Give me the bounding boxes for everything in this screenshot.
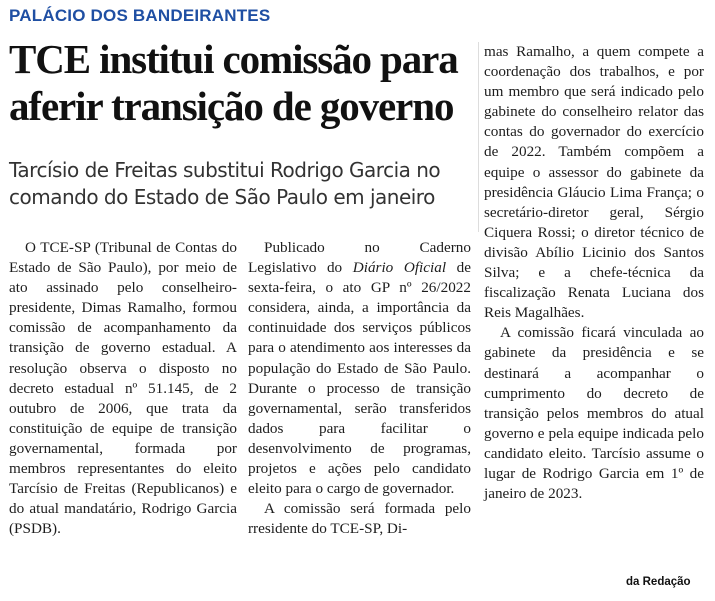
- text-run: de sexta-feira, o ato GP nº 26/2022 considera, ainda, a importância da continuidade dos serviços públicos para o atendimento aos interesses da população do Estado de São Paulo. Durante o processo de transição governamental, serão transferidos dados para facilitar o desenvolvimento de programas, projetos e ações pelo candidato eleito para o cargo de governador.: [248, 259, 471, 498]
- paragraph: A comissão será formada pelo rresidente do TCE-SP, Di-: [248, 500, 471, 538]
- headline: TCE institui comissão para aferir transição de governo: [9, 36, 458, 129]
- paragraph: [248, 238, 471, 499]
- paragraph: mas Ramalho, a quem compete a coordenação dos trabalhos, e por um membro que será indicado pelo gabinete do conselheiro relator das contas do governador do exercício de 2022. Também compõem a equipe o assessor do gabinete da presidência Gláucio Lima França; o secretário-diretor geral, Sérgio Ciquera Rossi; o diretor técnico de divisão Abílio Licinio dos Santos Silva; e a chefe-técnica da fiscalização Renata Luciana dos Reis Magalhães.: [484, 43, 704, 322]
- article-column-1: [9, 238, 237, 539]
- text-run: Publicado no Caderno Legislativo do: [248, 239, 471, 277]
- section-kicker: PALÁCIO DOS BANDEIRANTES: [9, 6, 271, 25]
- paragraph: O TCE-SP (Tribunal de Contas do Estado de São Paulo), por meio de ato assinado pelo conselheiro-presidente, Dimas Ramalho, formou comissão de acompanhamento da transição de governo estadual. A resolução observa o disposto no decreto estadual nº 51.145, de 2 outubro de 2006, que trata da constituição de equipe de transição governamental, formada por membros representantes do eleito Tarcísio de Freitas (Republicanos) e do atual mandatário, Rodrigo Garcia (PSDB).: [9, 239, 237, 538]
- article-column-2: [248, 238, 471, 539]
- publication-name: Diário Oficial: [352, 259, 447, 277]
- paragraph: A comissão ficará vinculada ao gabinete da presidência e se destinará a acompanhar o cumprimento do decreto de transição pelos membros do atual governo e pela equipe indicada pelo candidato eleito. Tarcísio assume o lugar de Rodrigo Garcia em 1º de janeiro de 2023.: [484, 324, 704, 503]
- byline: da Redação: [626, 576, 691, 588]
- subtitle: Tarcísio de Freitas substitui Rodrigo Garcia no comando do Estado de São Paulo em janeiro: [9, 158, 441, 209]
- column-divider: [478, 42, 479, 232]
- article-column-3: [484, 42, 704, 504]
